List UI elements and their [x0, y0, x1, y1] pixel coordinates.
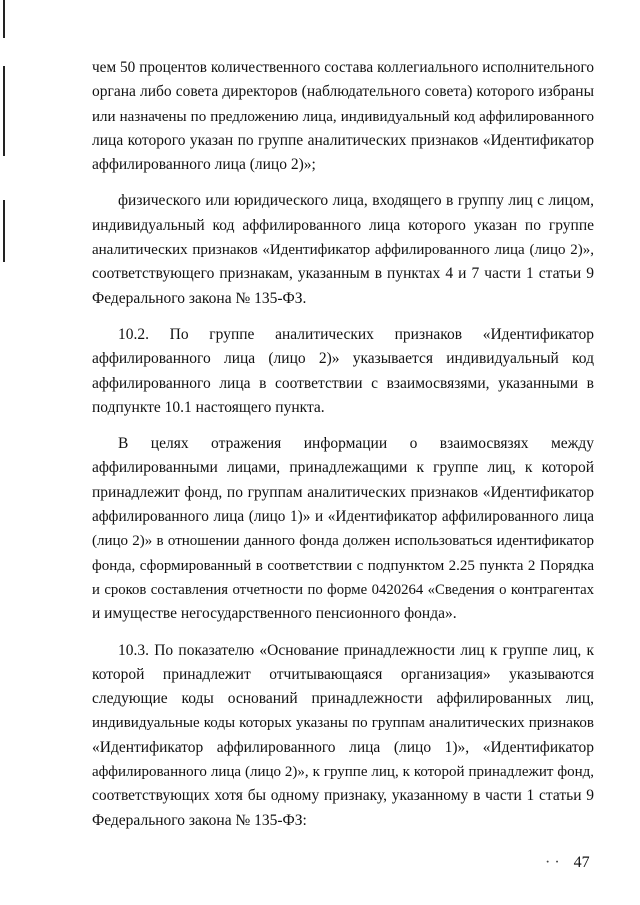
- text-line: физического или юридического лица, входящего в группу лиц с лицом,: [118, 192, 594, 210]
- text-line: и имуществе негосударственного пенсионного фонда».: [92, 605, 457, 623]
- paragraph-10-2: [92, 323, 594, 420]
- text-line: индивидуальные коды которых указаны по группам аналитических признаков: [92, 715, 594, 732]
- page-number: [545, 854, 590, 872]
- text-line: 10.2. По группе аналитических признаков «Идентификатор: [118, 325, 594, 343]
- margin-bar: [3, 66, 5, 156]
- text-line: аффилированными лицами, принадлежащими к группе лиц, к которой: [92, 459, 594, 477]
- text-line: «Идентификатор аффилированного лица (лицо 1)», «Идентификатор: [92, 738, 594, 756]
- paragraph-4: [92, 432, 594, 626]
- paragraph-10-3: [92, 639, 594, 833]
- text-line: подпункте 10.1 настоящего пункта.: [92, 398, 325, 416]
- scan-dots: · ·: [545, 854, 560, 871]
- text-line: аффилированного лица (лицо 2)», к группе лиц, к которой принадлежит фонд,: [92, 764, 594, 781]
- text-line: аналитических признаков «Идентификатор аффилированного лица (лицо 2)»,: [92, 242, 594, 259]
- text-line: аффилированного лица (лицо 1)» и «Идентификатор аффилированного лица: [92, 508, 594, 526]
- text-line: лица которого указан по группе аналитических признаков «Идентификатор: [92, 131, 594, 149]
- text-line: и сроков составления отчетности по форме 0420264 «Сведения о контрагентах: [92, 581, 594, 598]
- text-line: (лицо 2)» в отношении данного фонда должен использоваться идентификатор: [92, 533, 594, 550]
- text-line: соответствующих хотя бы одному признаку, указанному в части 1 статьи 9: [92, 787, 594, 805]
- text-line: индивидуальный код аффилированного лица которого указан по группе: [92, 216, 594, 234]
- text-line: Федерального закона № 135-ФЗ:: [92, 811, 307, 829]
- paragraph-1: [92, 56, 594, 177]
- document-body: [92, 56, 594, 833]
- text-line: 10.3. По показателю «Основание принадлежности лиц к группе лиц, к: [118, 641, 594, 659]
- text-line: фонда, сформированный в соответствии с подпунктом 2.25 пункта 2 Порядка: [92, 557, 594, 574]
- text-line: чем 50 процентов количественного состава коллегиального исполнительного: [92, 59, 594, 76]
- text-line: В целях отражения информации о взаимосвязях между: [118, 435, 594, 453]
- text-line: которой принадлежит отчитывающаяся организация» указываются: [92, 665, 594, 683]
- text-line: следующие коды оснований принадлежности аффилированных лиц,: [92, 690, 594, 708]
- text-line: или назначены по предложению лица, индивидуальный код аффилированного: [92, 108, 594, 125]
- page-number-value: 47: [573, 854, 590, 871]
- text-line: соответствующего признакам, указанным в пунктах 4 и 7 части 1 статьи 9: [92, 265, 594, 283]
- margin-bar: [3, 0, 5, 38]
- text-line: Федерального закона № 135-ФЗ.: [92, 289, 307, 307]
- text-line: аффилированного лица (лицо 2)» указывается индивидуальный код: [92, 350, 594, 368]
- text-line: принадлежит фонд, по группам аналитических признаков «Идентификатор: [92, 483, 594, 501]
- margin-change-bars: [3, 0, 7, 270]
- text-line: аффилированного лица (лицо 2)»;: [92, 156, 316, 174]
- text-line: органа либо совета директоров (наблюдательного совета) которого избраны: [92, 83, 594, 101]
- paragraph-2: [92, 189, 594, 310]
- margin-bar: [3, 200, 5, 262]
- text-line: аффилированного лица в соответствии с взаимосвязями, указанными в: [92, 374, 594, 392]
